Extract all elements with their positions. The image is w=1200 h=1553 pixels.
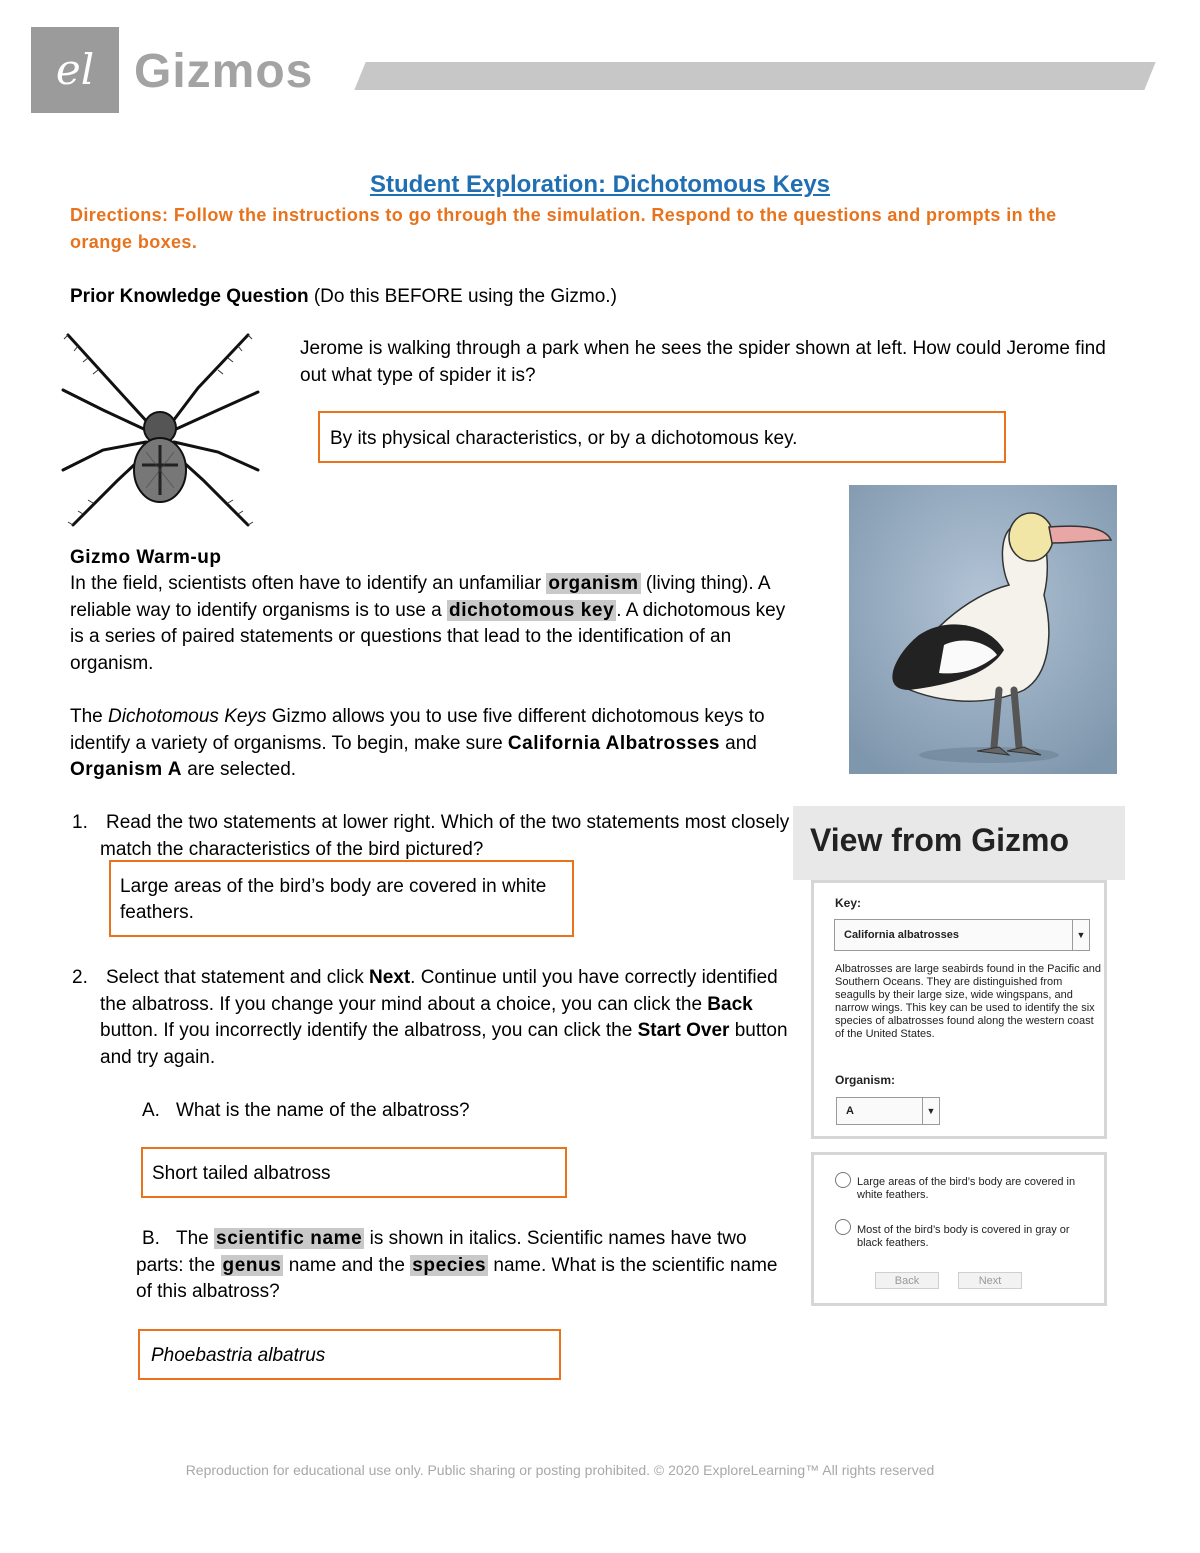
q2-text-part: . Continue until you have correctly identified the albatross. If you change your mind about a choice, you can click the [100,967,778,1015]
back-button[interactable]: Back [875,1272,939,1289]
q2b-text-part: name and the [283,1254,411,1276]
q2a-label: A. [142,1100,160,1121]
q2-text [100,965,790,1071]
prior-heading-bold: Prior Knowledge Question [70,286,309,307]
q2-text-part: button. If you incorrectly identify the albatross, you can click the [100,1020,638,1041]
q2a-text: What is the name of the albatross? [176,1100,470,1121]
q2b-text-part: The [176,1228,215,1249]
warmup-p1-text: (living thing). A reliable way to identify organisms is to use a [70,573,770,621]
chevron-down-icon[interactable]: ▼ [1072,920,1089,950]
header-bar [354,62,1155,90]
next-button[interactable]: Next [958,1272,1022,1289]
q1-number: 1. [72,812,88,833]
organism-select[interactable] [836,1097,940,1125]
warmup-paragraph-2 [70,704,792,784]
warmup-p2-text: and [719,732,757,754]
brand-name: Gizmos [134,45,314,98]
warmup-paragraph-1 [70,571,790,677]
q2-text-part: button and try again. [100,1020,788,1068]
q2-text-part: Select that statement and click [106,967,369,988]
q2b-text-part: name. What is the scientific name of this albatross? [136,1254,778,1302]
key-select[interactable] [834,919,1090,951]
footer-copyright: Reproduction for educational use only. Public sharing or posting prohibited. © 2020 ExploreLearning™ All rights reserved [185,1462,935,1478]
gizmo-key-panel [811,880,1107,1139]
term-genus: genus [222,1254,282,1276]
logo-badge [31,27,119,113]
key-description: Albatrosses are large seabirds found in the Pacific and Southern Oceans. They are distinguished from seagulls by their large size, wide wingspans, and narrow wings. This key can be used to identify the six species of albatrosses found along the western coast of the United States. [835,963,1101,1040]
key-label: Key: [835,896,862,910]
organism-selection: Organism A [70,759,182,780]
gizmo-view-title: View from Gizmo [810,822,1070,858]
prior-heading-note: (Do this BEFORE using the Gizmo.) [308,286,617,307]
page-title: Student Exploration: Dichotomous Keys [369,171,831,198]
q2b-text [136,1226,786,1306]
directions: Directions: Follow the instructions to go through the simulation. Respond to the questions and prompts in the orange boxes. [70,205,1057,252]
gizmo-name: Dichotomous Keys [108,706,267,727]
term-scientific-name: scientific name [216,1228,363,1249]
q2b-label: B. [142,1228,160,1249]
prior-answer-box[interactable]: By its physical characteristics, or by a dichotomous key. [318,411,1006,463]
warmup-p2-text: are selected. [182,759,297,780]
term-dichotomous-key: dichotomous key [449,599,615,621]
option-2-label[interactable]: Most of the bird’s body is covered in gray or black feathers. [857,1224,1070,1249]
warmup-p2-text: The [70,706,109,727]
option-1-radio[interactable] [835,1172,851,1188]
term-species: species [412,1254,487,1276]
prior-question: Jerome is walking through a park when he sees the spider shown at left. How could Jerome find out what type of spider it is? [300,338,1106,386]
logo-mark: el [55,45,95,94]
chevron-down-icon[interactable]: ▼ [922,1098,939,1124]
organism-label: Organism: [835,1073,896,1087]
q2b-answer-box[interactable]: Phoebastria albatrus [138,1329,561,1380]
albatross-image [849,485,1117,774]
q1-text: Read the two statements at lower right. Which of the two statements most closely match the characteristics of the bird pictured? [100,812,790,860]
spider-image [58,330,263,530]
warmup-p2-text: Gizmo allows you to use five different dichotomous keys to identify a variety of organisms. To begin, make sure [70,706,765,754]
prior-knowledge-heading [70,284,617,311]
term-organism: organism [548,573,639,594]
q2a-answer-box[interactable]: Short tailed albatross [141,1147,567,1198]
q2b-text-part: is shown in italics. Scientific names have two parts: the [136,1228,747,1276]
key-selection: California Albatrosses [507,732,720,754]
gizmo-choice-panel [811,1152,1107,1306]
option-1-label[interactable]: Large areas of the bird’s body are covered in white feathers. [857,1176,1076,1201]
q2-next-ref: Next [368,967,411,988]
q1-answer-box[interactable]: Large areas of the bird’s body are covered in white feathers. [109,860,574,937]
q2-back-ref: Back [707,993,753,1015]
organism-select-value: A [846,1105,854,1117]
option-2-radio[interactable] [835,1219,851,1235]
warmup-p1-text: In the field, scientists often have to identify an unfamiliar [70,573,547,594]
warmup-heading: Gizmo Warm-up [70,547,222,568]
q2-number: 2. [72,967,88,988]
key-select-value: California albatrosses [844,929,959,941]
q2-start-over-ref: Start Over [637,1020,730,1041]
warmup-p1-text: . A dichotomous key is a series of paired statements or questions that lead to the identification of an organism. [70,599,786,674]
